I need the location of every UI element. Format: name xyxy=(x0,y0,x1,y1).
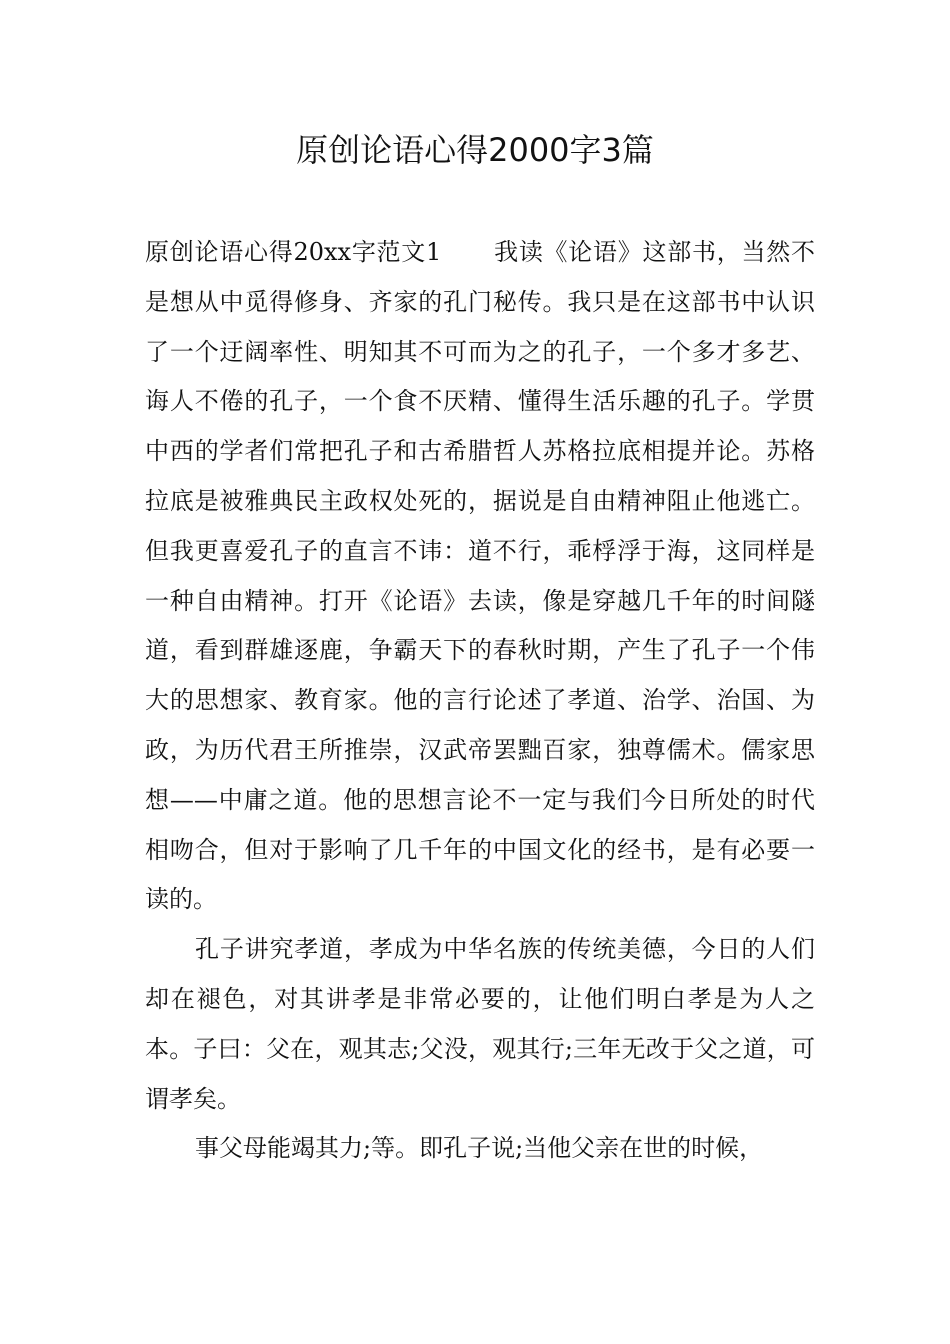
document-body xyxy=(145,228,815,1174)
section-heading: 原创论语心得20xx字范文1 xyxy=(145,238,442,266)
paragraph-1-text: 我读《论语》这部书，当然不是想从中觅得修身、齐家的孔门秘传。我只是在这部书中认识了一个迂阔率性、明知其不可而为之的孔子，一个多才多艺、诲人不倦的孔子，一个食不厌精、懂得生活乐趣的孔子。学贯中西的学者们常把孔子和古希腊哲人苏格拉底相提并论。苏格拉底是被雅典民主政权处死的，据说是自由精神阻止他逃亡。但我更喜爱孔子的直言不讳：道不行，乖桴浮于海，这同样是一种自由精神。打开《论语》去读，像是穿越几千年的时间隧道，看到群雄逐鹿，争霸天下的春秋时期，产生了孔子一个伟大的思想家、教育家。他的言行论述了孝道、治学、治国、为政，为历代君王所推崇，汉武帝罢黜百家，独尊儒术。儒家思想——中庸之道。他的思想言论不一定与我们今日所处的时代相吻合，但对于影响了几千年的中国文化的经书，是有必要一读的。 xyxy=(145,238,815,914)
paragraph-2: 孔子讲究孝道，孝成为中华名族的传统美德，今日的人们却在褪色，对其讲孝是非常必要的，让他们明白孝是为人之本。子曰：父在，观其志;父没，观其行;三年无改于父之道，可谓孝矣。 xyxy=(145,935,815,1113)
paragraph-1 xyxy=(145,228,815,925)
document-title: 原创论语心得2000字3篇 xyxy=(296,131,654,169)
paragraph-3: 事父母能竭其力;等。即孔子说;当他父亲在世的时候， xyxy=(195,1134,764,1163)
